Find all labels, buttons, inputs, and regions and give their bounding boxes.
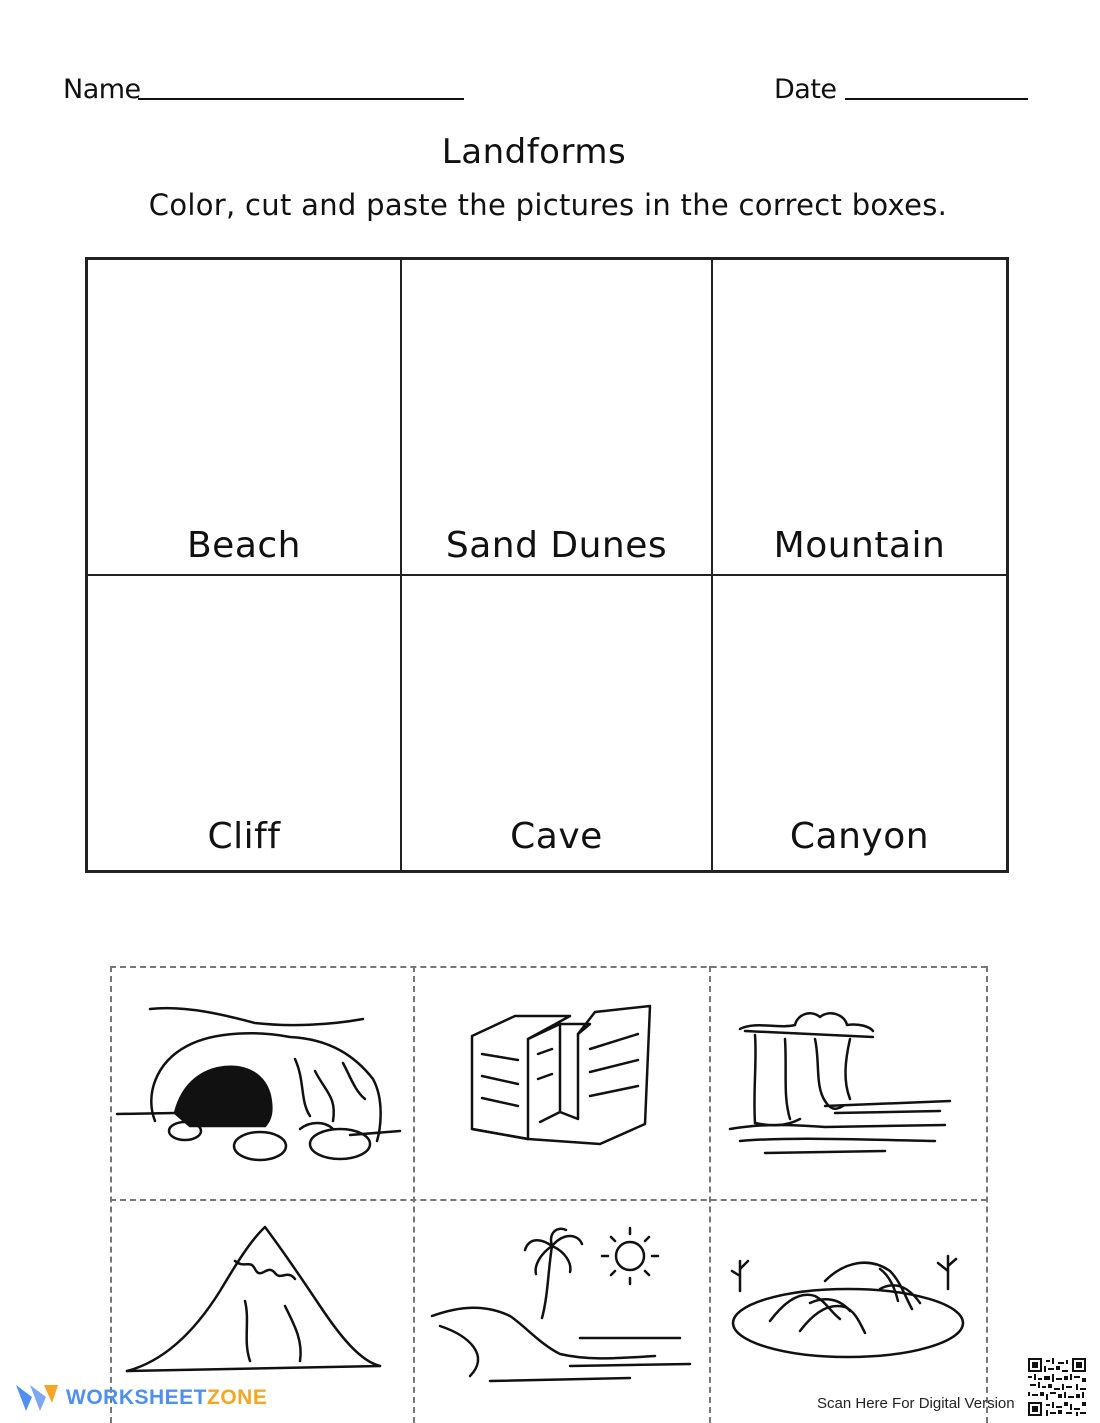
qr-code[interactable] <box>1028 1358 1086 1420</box>
drop-box-cave[interactable] <box>402 576 711 870</box>
canyon-picture[interactable] <box>460 994 660 1159</box>
cut-line <box>110 966 112 1423</box>
canyon-icon <box>460 994 660 1159</box>
name-field-line[interactable] <box>138 98 464 100</box>
date-label: Date <box>774 74 837 105</box>
cliff-icon <box>725 1001 960 1161</box>
qr-code-icon <box>1028 1358 1086 1416</box>
logo-word-worksheet: WORKSHEET <box>66 1386 207 1409</box>
scan-caption: Scan Here For Digital Version <box>817 1395 1015 1412</box>
cut-line <box>709 966 711 1423</box>
worksheet-title: Landforms <box>441 132 627 172</box>
cut-line <box>110 966 987 968</box>
instructions: Color, cut and paste the pictures in the correct boxes. <box>148 188 948 222</box>
drop-box-sand-dunes[interactable] <box>402 260 711 574</box>
drop-box-beach[interactable] <box>88 260 400 574</box>
worksheetzone-logo <box>14 1381 267 1415</box>
box-label: Canyon <box>789 816 930 857</box>
logo-word-zone: ZONE <box>207 1386 268 1409</box>
beach-picture[interactable] <box>430 1226 700 1391</box>
cut-line <box>110 1199 987 1201</box>
logo-text <box>66 1386 267 1410</box>
cave-picture[interactable] <box>115 1001 405 1171</box>
drop-box-canyon[interactable] <box>713 576 1006 870</box>
name-label: Name <box>63 74 141 105</box>
beach-icon <box>430 1226 700 1391</box>
drop-box-mountain[interactable] <box>713 260 1006 574</box>
cut-line <box>986 966 988 1423</box>
sand-dunes-picture[interactable] <box>730 1241 970 1381</box>
date-field-line[interactable] <box>845 98 1028 100</box>
sorting-table <box>85 257 1009 873</box>
box-label: Cave <box>510 816 603 857</box>
cliff-picture[interactable] <box>725 1001 960 1161</box>
drop-box-cliff[interactable] <box>88 576 400 870</box>
cave-icon <box>115 1001 405 1171</box>
cut-line <box>413 966 415 1423</box>
mountain-icon <box>125 1221 385 1381</box>
box-label: Cliff <box>207 816 281 857</box>
box-label: Sand Dunes <box>445 525 668 566</box>
box-label: Mountain <box>773 525 946 566</box>
cutout-area <box>110 966 987 1423</box>
box-label: Beach <box>186 525 301 566</box>
mountain-picture[interactable] <box>125 1221 385 1381</box>
logo-w-icon <box>14 1381 60 1415</box>
sand-dunes-icon <box>730 1241 970 1381</box>
